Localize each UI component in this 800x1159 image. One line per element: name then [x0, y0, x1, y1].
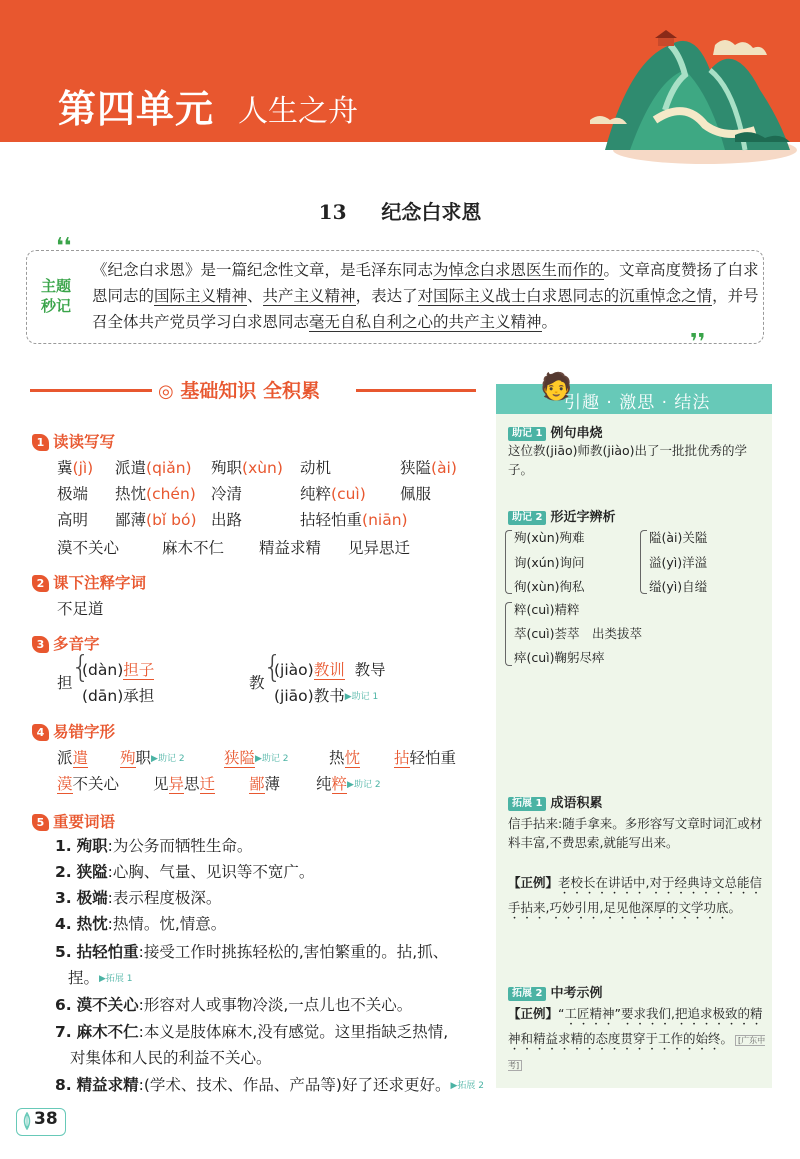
- s5-heading: [32, 810, 115, 832]
- s4-w8: 鄙薄: [249, 775, 281, 793]
- expand2-heading: [508, 982, 602, 1001]
- s3-c1b: (dān)承担: [82, 687, 155, 705]
- s4-w3: 狭隘▶助记 2: [224, 749, 289, 767]
- s4-tag1-link[interactable]: ▶助记 2: [151, 754, 185, 764]
- s3-c2a-extra: 教导: [354, 661, 386, 679]
- s1-w6: 极端: [57, 485, 89, 503]
- section-title: [158, 376, 320, 403]
- quote-open-icon: ❛❛: [56, 234, 72, 259]
- expand1-title: 成语积累: [550, 796, 603, 811]
- helper2-right-3: 缢(yì)自缢: [649, 579, 708, 594]
- s3-c2a-py: (jiào): [274, 661, 314, 679]
- s5-item-4: [55, 912, 226, 934]
- s5-n8: 8.: [55, 1076, 72, 1094]
- expand2-source: [广东中考]: [508, 1036, 766, 1070]
- s1-w13: 出路: [211, 511, 243, 529]
- s2-heading: [32, 571, 146, 593]
- theme-label-line1: 主题: [40, 277, 71, 295]
- s5-d5: :接受工作时挑拣轻松的,害怕繁重的。拈,抓、: [138, 943, 449, 961]
- s1-w15: 漠不关心: [57, 539, 120, 557]
- s5-w2: 狭隘: [76, 863, 108, 881]
- helper2-right-1: 隘(ài)关隘: [649, 530, 708, 545]
- expand1-example: [508, 872, 766, 922]
- s5-d7: :本义是肢体麻木,没有感觉。这里指缺乏热情,: [138, 1023, 449, 1041]
- expand2-title: 中考示例: [550, 986, 603, 1001]
- s5-w6: 漠不关心: [76, 996, 139, 1014]
- theme-text-2: 。文章高度赞扬了白求恩同志的: [92, 261, 759, 305]
- theme-text-ul5: 毫无自私自利之心的共产主义精神: [309, 313, 542, 331]
- theme-label: [36, 276, 76, 316]
- s2-badge-icon: 2: [32, 575, 49, 592]
- s5-d8: :(学术、技术、作品、产品等)好了还求更好。: [138, 1076, 451, 1094]
- reader-figure-icon: 🧑: [540, 372, 573, 402]
- s5-w7: 麻木不仁: [76, 1023, 139, 1041]
- helper1-title: 例句串烧: [550, 426, 603, 441]
- helper2-brace-left-icon: [505, 530, 512, 594]
- s2-text: 不足道: [57, 600, 104, 618]
- helper2-bottom-2: 萃(cuì)荟萃 出类拔萃: [514, 626, 643, 641]
- helper1-text: 这位教(jiāo)师教(jiào)出了一批批优秀的学子。: [508, 443, 748, 477]
- s1-w17: 精益求精: [259, 539, 322, 557]
- lesson-name: 纪念白求恩: [381, 200, 482, 224]
- helper2-right-2: 溢(yì)洋溢: [649, 555, 708, 570]
- s3-c1a: [82, 658, 154, 680]
- expand1-heading: [508, 792, 602, 811]
- s4-badge-icon: 4: [32, 724, 49, 741]
- s4-w9: 纯粹▶助记 2: [316, 775, 381, 793]
- section-title-text: 基础知识 全积累: [180, 380, 320, 402]
- s3-char1: 担: [57, 674, 73, 692]
- s5-n4: 4.: [55, 915, 72, 933]
- expand1-example-label: 【正例】: [508, 875, 559, 890]
- s3-c2a-word: 教训: [313, 661, 345, 679]
- unit-title: 第四单元: [58, 87, 215, 131]
- lesson-number: 13: [318, 200, 347, 224]
- helper2-left-3: 徇(xùn)徇私: [514, 579, 585, 594]
- s5-item-5: [55, 940, 448, 962]
- s5-d4: :热情。忱,情意。: [107, 915, 227, 933]
- expand2-example: [508, 1003, 766, 1077]
- expand1-link[interactable]: ▶拓展 1: [99, 974, 133, 984]
- s5-n3: 3.: [55, 889, 72, 907]
- helper2-bottom-3: 瘁(cuì)鞠躬尽瘁: [514, 650, 605, 665]
- expand2-example-text: “工匠精神”要求我们,把追求极致的精神和精益求精的态度贯穿于工作的始终。: [508, 1006, 763, 1046]
- s4-title: 易错字形: [53, 723, 116, 741]
- s3-c2b: [274, 684, 378, 706]
- helper2-left-1: 殉(xùn)殉难: [514, 530, 585, 545]
- s3-c1a-word: 担子: [123, 661, 155, 679]
- s1-badge-icon: 1: [32, 434, 49, 451]
- theme-text-ul4: 对国际主义战士白求恩同志的沉重悼念之情: [417, 287, 713, 305]
- helper1-link[interactable]: ▶助记 1: [344, 692, 379, 702]
- theme-text-ul3: 共产主义精神: [262, 287, 356, 305]
- s1-w3: 殉职(xùn): [211, 459, 283, 477]
- leaf-icon: [20, 1112, 34, 1130]
- s5-d1: :为公务而牺牲生命。: [107, 837, 253, 855]
- expand1-example-text: 老校长在讲话中,对于经典诗文总能信手拈来,巧妙引用,足见他深厚的文学功底。: [508, 875, 762, 915]
- helper2-brace-bottom-icon: [505, 602, 512, 666]
- s3-brace2-icon: {: [263, 650, 283, 685]
- s5-item-7b: 对集体和人民的利益不关心。: [70, 1049, 272, 1067]
- expand1-text: 信手拈来:随手拿来。多形容写文章时词汇或材料丰富,不费思索,就能写出来。: [508, 816, 763, 850]
- s1-w5: 狭隘(ài): [400, 459, 457, 477]
- s5-d5b: 捏。: [68, 969, 100, 987]
- s1-w11: 高明: [57, 511, 89, 529]
- s5-item-8: [55, 1073, 484, 1095]
- s4-w6: 漠不关心: [57, 775, 120, 793]
- s4-tag3-link[interactable]: ▶助记 2: [347, 780, 381, 790]
- s4-w4: 热忱: [329, 749, 361, 767]
- s5-n6: 6.: [55, 996, 72, 1014]
- s3-badge-icon: 3: [32, 636, 49, 653]
- expand2-tag: 拓展 2: [508, 987, 546, 1001]
- s5-w1: 殉职: [76, 837, 108, 855]
- s4-w7: 见异思迁: [153, 775, 216, 793]
- s4-heading: [32, 720, 115, 742]
- s5-w5: 拈轻怕重: [76, 943, 139, 961]
- expand2-example-label: 【正例】: [508, 1006, 559, 1021]
- side-panel-title: 引趣 · 激思 · 结法: [564, 393, 711, 413]
- theme-text-1: 《纪念白求恩》是一篇纪念性文章，是毛泽东同志: [92, 261, 434, 279]
- s1-w9: 纯粹(cuì): [300, 485, 366, 503]
- helper1-heading: [508, 422, 602, 441]
- expand1-tag: 拓展 1: [508, 797, 546, 811]
- s1-w8: 冷清: [211, 485, 243, 503]
- s5-w4: 热忱: [76, 915, 108, 933]
- helper2-heading: [508, 506, 615, 525]
- s5-w8: 精益求精: [76, 1076, 139, 1094]
- helper2-bottom-1: 粹(cuì)精粹: [514, 602, 580, 617]
- s5-d3: :表示程度极深。: [107, 889, 222, 907]
- s3-c2a: [274, 658, 386, 680]
- quote-close-icon: ❜❜: [690, 330, 706, 355]
- s4-tag2-link[interactable]: ▶助记 2: [255, 754, 289, 764]
- s1-w12: 鄙薄(bǐ bó): [115, 511, 197, 529]
- s3-title: 多音字: [53, 635, 100, 653]
- s4-w1: 派遣: [57, 749, 89, 767]
- s5-n5: 5.: [55, 943, 72, 961]
- s3-c1a-py: (dàn): [82, 661, 124, 679]
- s5-d2: :心胸、气量、见识等不宽广。: [107, 863, 315, 881]
- helper2-tag: 助记 2: [508, 511, 546, 525]
- s1-w2: 派遣(qiǎn): [115, 459, 192, 477]
- s5-item-1: [55, 834, 252, 856]
- swirl-icon: ◎: [158, 381, 174, 402]
- s5-item-5b: [68, 966, 133, 988]
- s5-item-7: [55, 1020, 448, 1042]
- s5-badge-icon: 5: [32, 814, 49, 831]
- s3-char2: 教: [249, 674, 265, 692]
- s5-item-2: [55, 860, 314, 882]
- theme-text-ul1: 为悼念白求恩医生而作的: [433, 261, 604, 279]
- s1-w10: 佩服: [400, 485, 432, 503]
- helper2-brace-right-icon: [640, 530, 647, 594]
- s1-w18: 见异思迁: [348, 539, 411, 557]
- s5-w3: 极端: [76, 889, 108, 907]
- s5-n7: 7.: [55, 1023, 72, 1041]
- s1-title: 读读写写: [53, 433, 116, 451]
- theme-text-4: ，表达了: [355, 287, 418, 305]
- s3-brace1-icon: {: [71, 650, 91, 685]
- s1-heading: [32, 430, 115, 452]
- s1-w7: 热忱(chén): [115, 485, 196, 503]
- expand2-link[interactable]: ▶拓展 2: [450, 1081, 484, 1091]
- s4-w5: 拈轻怕重: [394, 749, 457, 767]
- s1-w4: 动机: [300, 459, 332, 477]
- s5-d6: :形容对人或事物冷淡,一点儿也不关心。: [138, 996, 413, 1014]
- s1-w1: 冀(jì): [57, 459, 94, 477]
- theme-paragraph: [92, 257, 760, 335]
- helper2-left-2: 询(xún)询问: [514, 555, 585, 570]
- s3-c2b-text: (jiāo)教书: [274, 687, 345, 705]
- s5-item-6: [55, 993, 412, 1015]
- section-divider-left: [30, 389, 152, 392]
- unit-subtitle: 人生之舟: [238, 94, 358, 129]
- helper2-title: 形近字辨析: [550, 510, 616, 525]
- s5-n2: 2.: [55, 863, 72, 881]
- theme-text-6: 。: [541, 313, 558, 331]
- s1-w16: 麻木不仁: [162, 539, 225, 557]
- s5-title: 重要词语: [53, 813, 116, 831]
- theme-label-line2: 秒记: [40, 297, 71, 315]
- s4-w2: 殉职▶助记 2: [120, 749, 185, 767]
- helper1-tag: 助记 1: [508, 427, 546, 441]
- s5-item-3: [55, 886, 221, 908]
- section-divider-right: [356, 389, 476, 392]
- mountain-illustration: [585, 0, 800, 165]
- s5-n1: 1.: [55, 837, 72, 855]
- theme-text-ul2: 国际主义精神: [154, 287, 248, 305]
- page-number: 38: [34, 1109, 58, 1129]
- theme-text-3: 、: [247, 287, 263, 305]
- s1-w14: 拈轻怕重(niān): [300, 511, 408, 529]
- lesson-title: [0, 196, 800, 225]
- theme-text-5: ，并号召全体共产党员学习白求恩同志: [92, 287, 759, 331]
- s2-title: 课下注释字词: [53, 574, 147, 592]
